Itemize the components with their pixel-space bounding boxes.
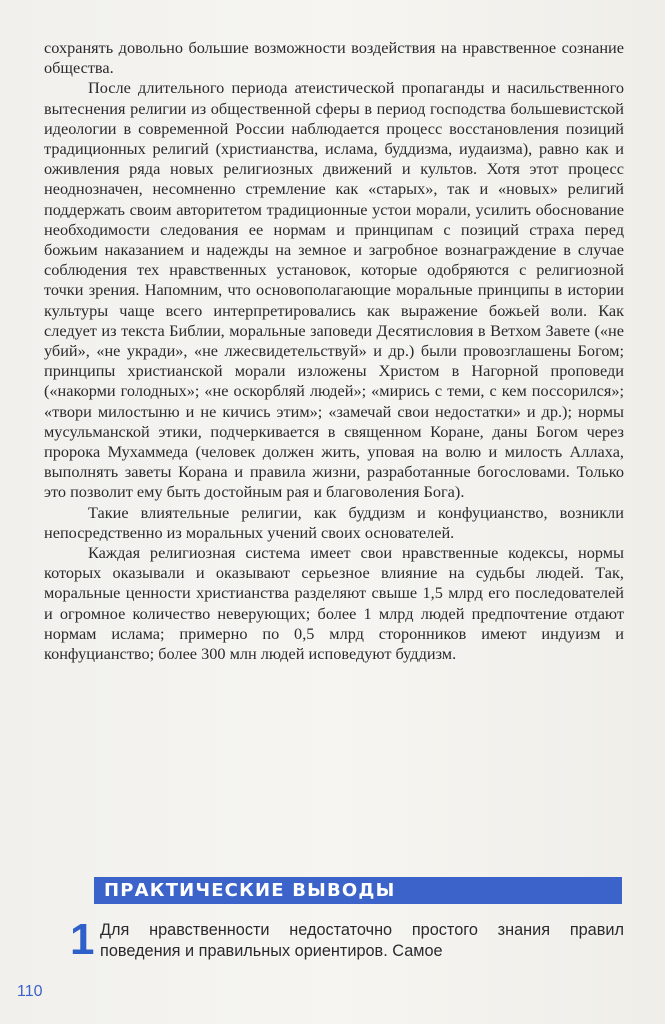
paragraph-buddhism-confucianism: Такие влиятельные религии, как буддизм и конфуцианство, возникли непосредственно из моральных учений своих основателей. — [44, 502, 624, 542]
paragraph-religion-revival: После длительного периода атеистической пропаганды и насильственного вытеснения религии из общественной сферы в период господства большевистской идеологии в современной России наблюдается процесс восстановления позиций традиционных религий (христианства, ислама, буддизма, иудаизма), равно как и оживления ряда новых религиозных движений и культов. Хотя этот процесс неоднозначен, несомненно стремление как «старых», так и «новых» религий поддержать своим авторитетом традиционные устои морали, усилить обоснование необходимости следования ее нормам и принципам с позиций страха перед божьим наказанием и надежды на земное и загробное вознаграждение в случае соблюдения тех нравственных установок, которые одобряются с религиозной точки зрения. Напомним, что основополагающие моральные принципы в истории культуры чаще всего интерпретировались как выражение божьей воли. Как следует из текста Библии, моральные заповеди Десятисловия в Ветхом Завете («не убий», «не укради», «не лжесвидетельствуй» и др.) были провозглашены Богом; принципы христианской морали изложены Христом в Нагорной проповеди («накорми голодных»; «не оскорбляй людей»; «мирись с теми, с кем поссорился»; «твори милостыню и не кичись этим»; «замечай свои недостатки» и др.); нормы мусульманской этики, подчеркивается в священном Коране, даны Богом через пророка Мухаммеда (человек должен жить, уповая на волю и милость Аллаха, выполнять заветы Корана и правила жизни, разработанные богословами. Только это позволит ему быть достойным рая и благоволения Бога). — [44, 78, 624, 502]
page-number: 110 — [17, 983, 43, 1000]
item-number: 1 — [70, 915, 95, 964]
main-text — [44, 38, 624, 664]
item-text: Для нравственности недостаточно простого знания правил поведения и правильных ориентиров. Самое — [100, 921, 624, 960]
section-title: ПРАКТИЧЕСКИЕ ВЫВОДЫ — [104, 880, 396, 901]
paragraph-continuation: сохранять довольно большие возможности воздействия на нравственное сознание общества. — [44, 38, 624, 78]
paragraph-religious-codes: Каждая религиозная система имеет свои нравственные кодексы, нормы которых оказывали и оказывают серьезное влияние на судьбы людей. Так, моральные ценности христианства разделяют свыше 1,5 млрд его последователей и огромное количество неверующих; более 1 млрд людей предпочтение отдают нормам ислама; примерно по 0,5 млрд сторонников имеют индуизм и конфуцианство; более 300 млн людей исповедуют буддизм. — [44, 543, 624, 664]
